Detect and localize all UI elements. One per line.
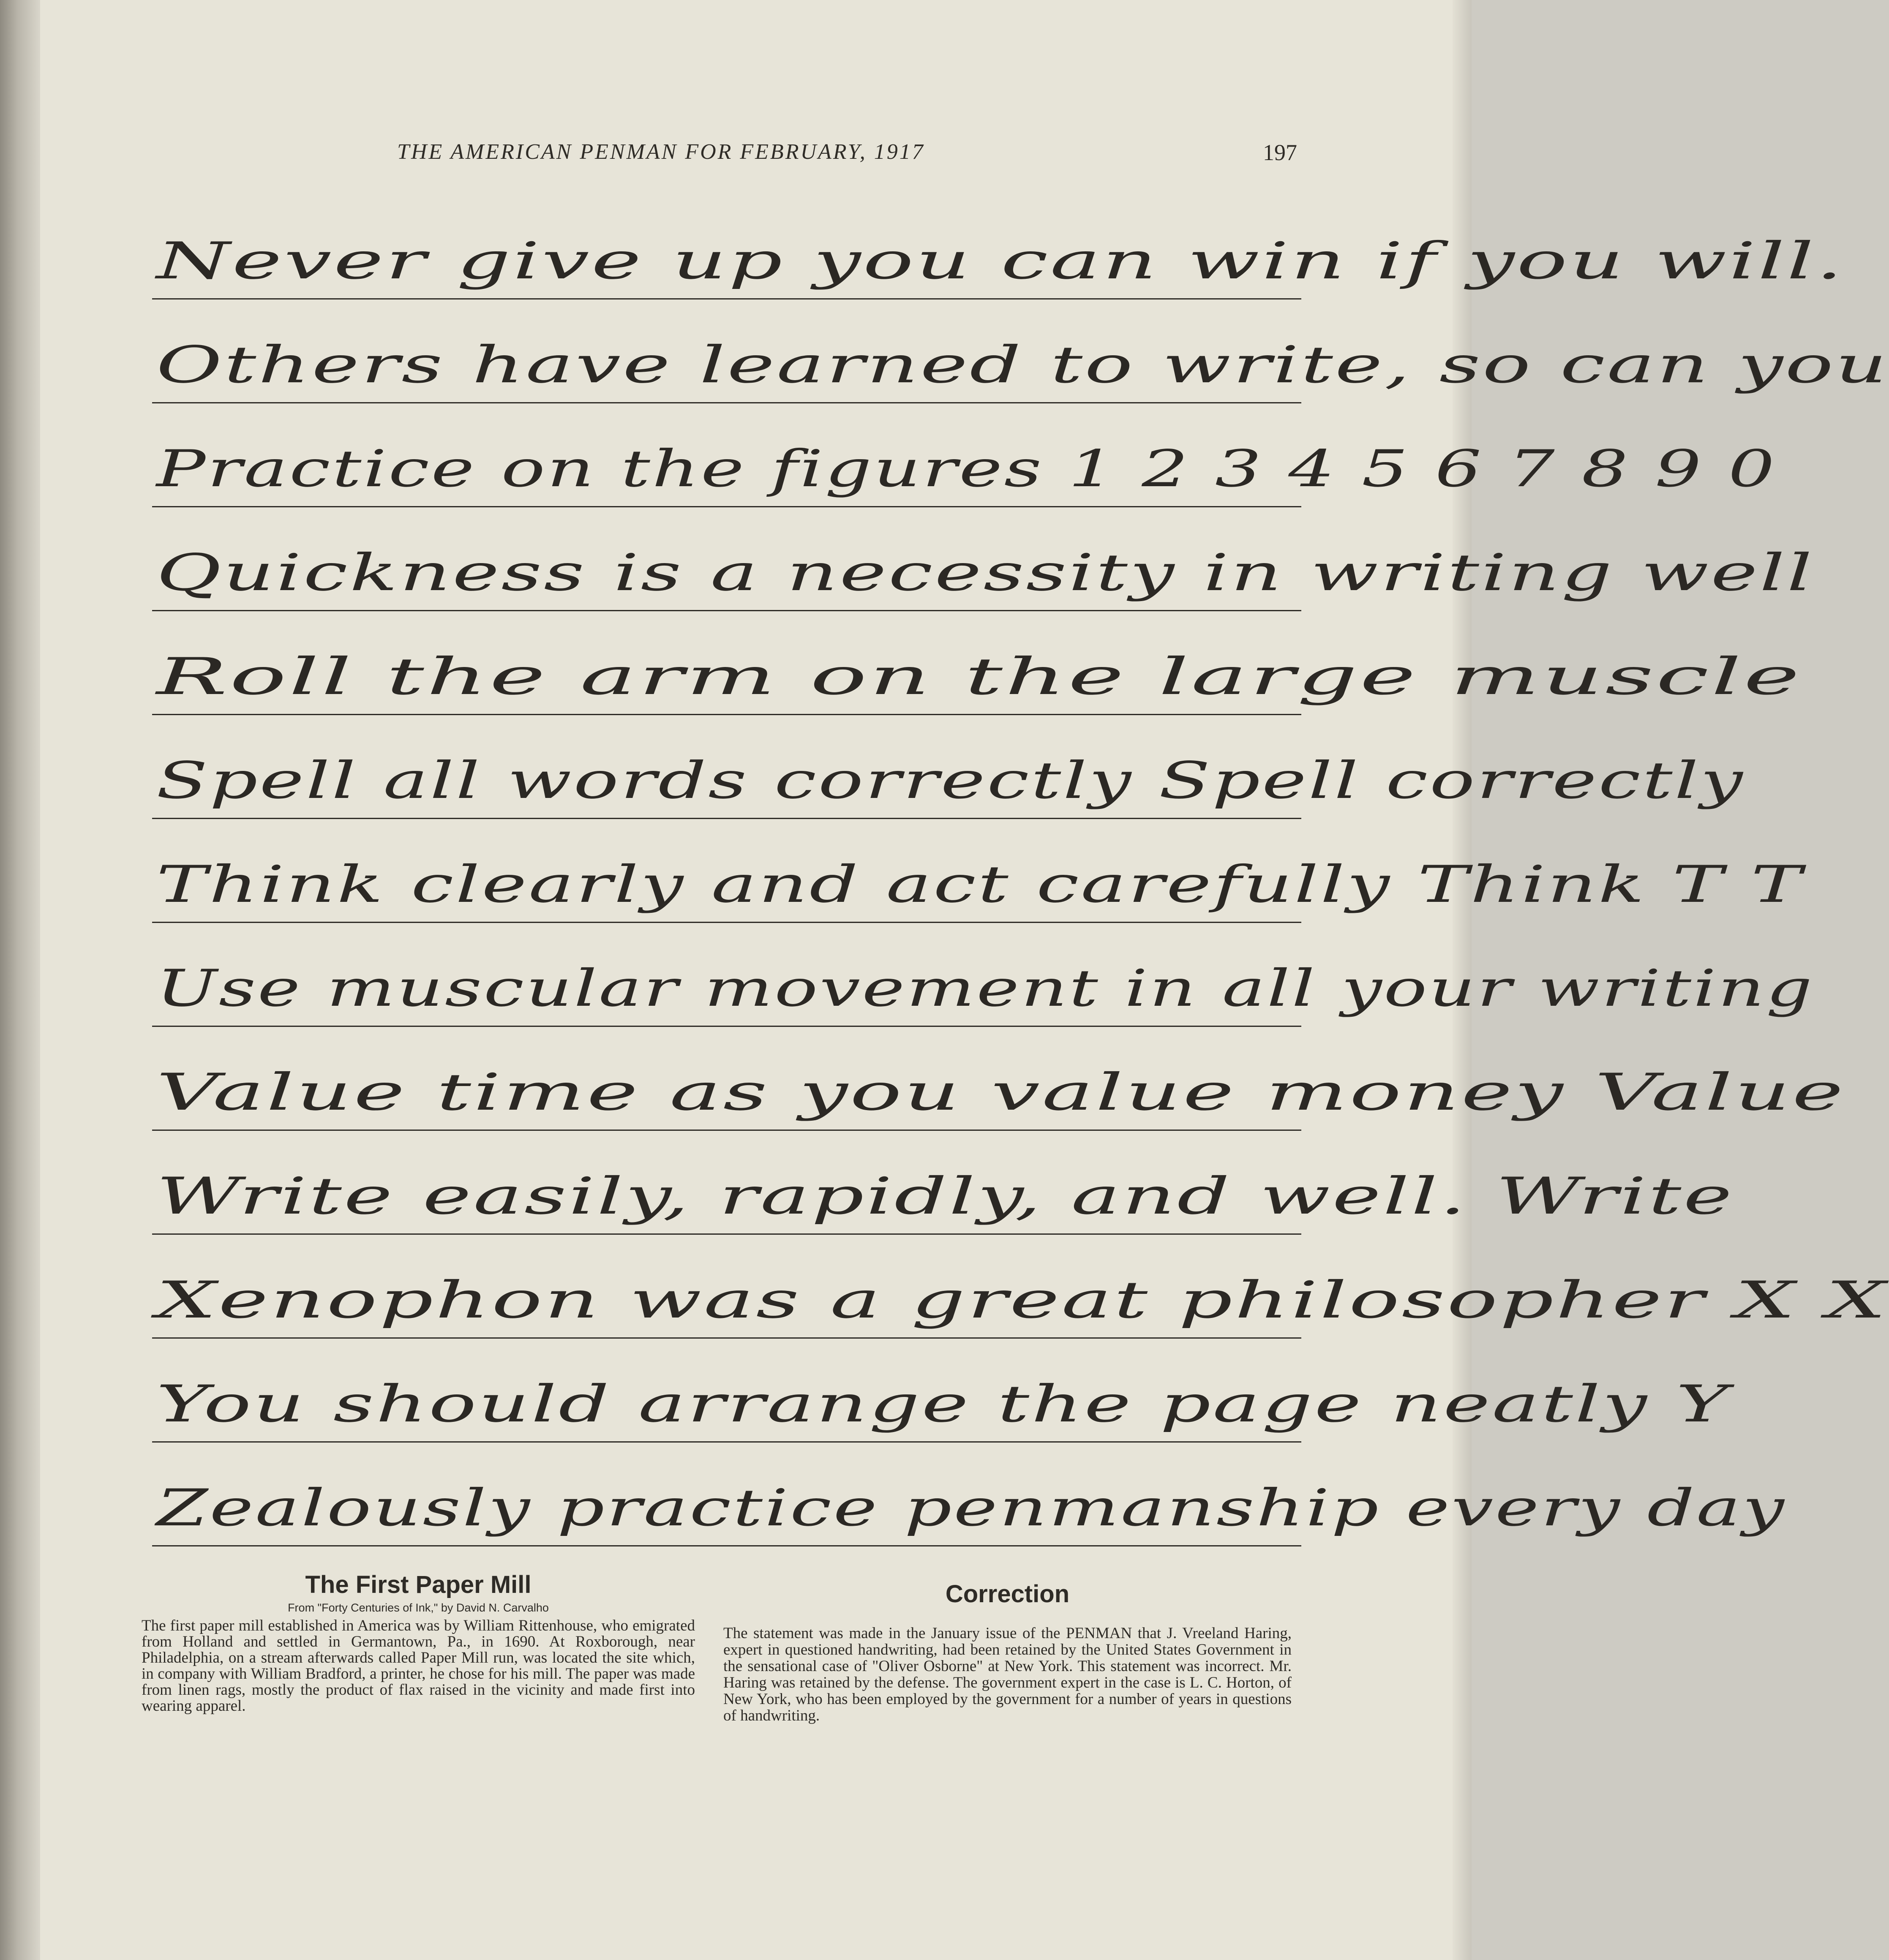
script-line-text: Xenophon was a great philosopher X X (156, 1271, 1888, 1330)
script-line-2 (152, 298, 1889, 403)
script-line-text: Never give up you can win if you will. (156, 232, 1845, 291)
script-line-11 (152, 1233, 1888, 1339)
script-line-text: Others have learned to write, so can you (156, 336, 1889, 395)
penmanship-copy-lines (152, 194, 1889, 1546)
article-body: The statement was made in the January issue of the PENMAN that J. Vreeland Haring, expert in questioned handwriting, had been retained by the United States Government in the sensational case of "Oliver Osborne" at New York. This statement was incorrect. Mr. Haring was retained by the defense. The government expert in the case is L. C. Horton, of New York, who has been employed by the government for a number of years in questions of handwriting. (723, 1625, 1292, 1724)
article-correction (723, 1580, 1292, 1833)
script-line-3 (152, 402, 1777, 507)
script-line-text: Zealously practice penmanship every day (156, 1479, 1786, 1538)
script-line-1 (152, 194, 1845, 299)
script-line-4 (152, 506, 1814, 611)
script-line-text: Value time as you value money Value (156, 1063, 1845, 1122)
script-line-8 (152, 922, 1814, 1027)
script-line-text: Spell all words correctly Spell correctly (156, 751, 1745, 810)
script-line-text: Think clearly and act carefully Think T T (156, 855, 1804, 914)
script-line-text: Use muscular movement in all your writing (156, 959, 1814, 1018)
script-line-10 (152, 1130, 1734, 1235)
script-line-text: Quickness is a necessity in writing well (156, 544, 1814, 602)
script-line-text: Roll the arm on the large muscle (156, 648, 1802, 706)
article-body: The first paper mill established in America was by William Rittenhouse, who emigrated from Holland and settled in Germantown, Pa., in 1690. At Roxborough, near Philadelphia, on a stream afterwards called Paper Mill run, was located the site which, in company with William Bradford, a printer, he chose for his mill. The paper was made from linen rags, mostly the product of flax raised in the vicinity and made first into wearing apparel. (142, 1617, 695, 1715)
script-line-13 (152, 1441, 1786, 1546)
running-head: THE AMERICAN PENMAN FOR FEBRUARY, 1917 (397, 140, 925, 164)
article-title: Correction (945, 1580, 1070, 1608)
script-line-12 (152, 1337, 1731, 1443)
script-line-9 (152, 1026, 1845, 1131)
article-source: From "Forty Centuries of Ink," by David N. Carvalho (288, 1601, 549, 1614)
script-line-text: You should arrange the page neatly Y (156, 1375, 1731, 1434)
script-line-6 (152, 714, 1745, 819)
script-line-5 (152, 610, 1802, 715)
script-line-7 (152, 818, 1804, 923)
script-line-text: Practice on the figures 1 2 3 4 5 6 7 8 9 0 (156, 440, 1777, 498)
page-header (161, 139, 1297, 177)
page-number: 197 (1263, 140, 1297, 165)
article-title: The First Paper Mill (305, 1571, 532, 1598)
script-line-text: Write easily, rapidly, and well. Write (156, 1167, 1734, 1226)
binding-gutter (0, 0, 40, 1960)
article-first-paper-mill (142, 1571, 695, 1841)
